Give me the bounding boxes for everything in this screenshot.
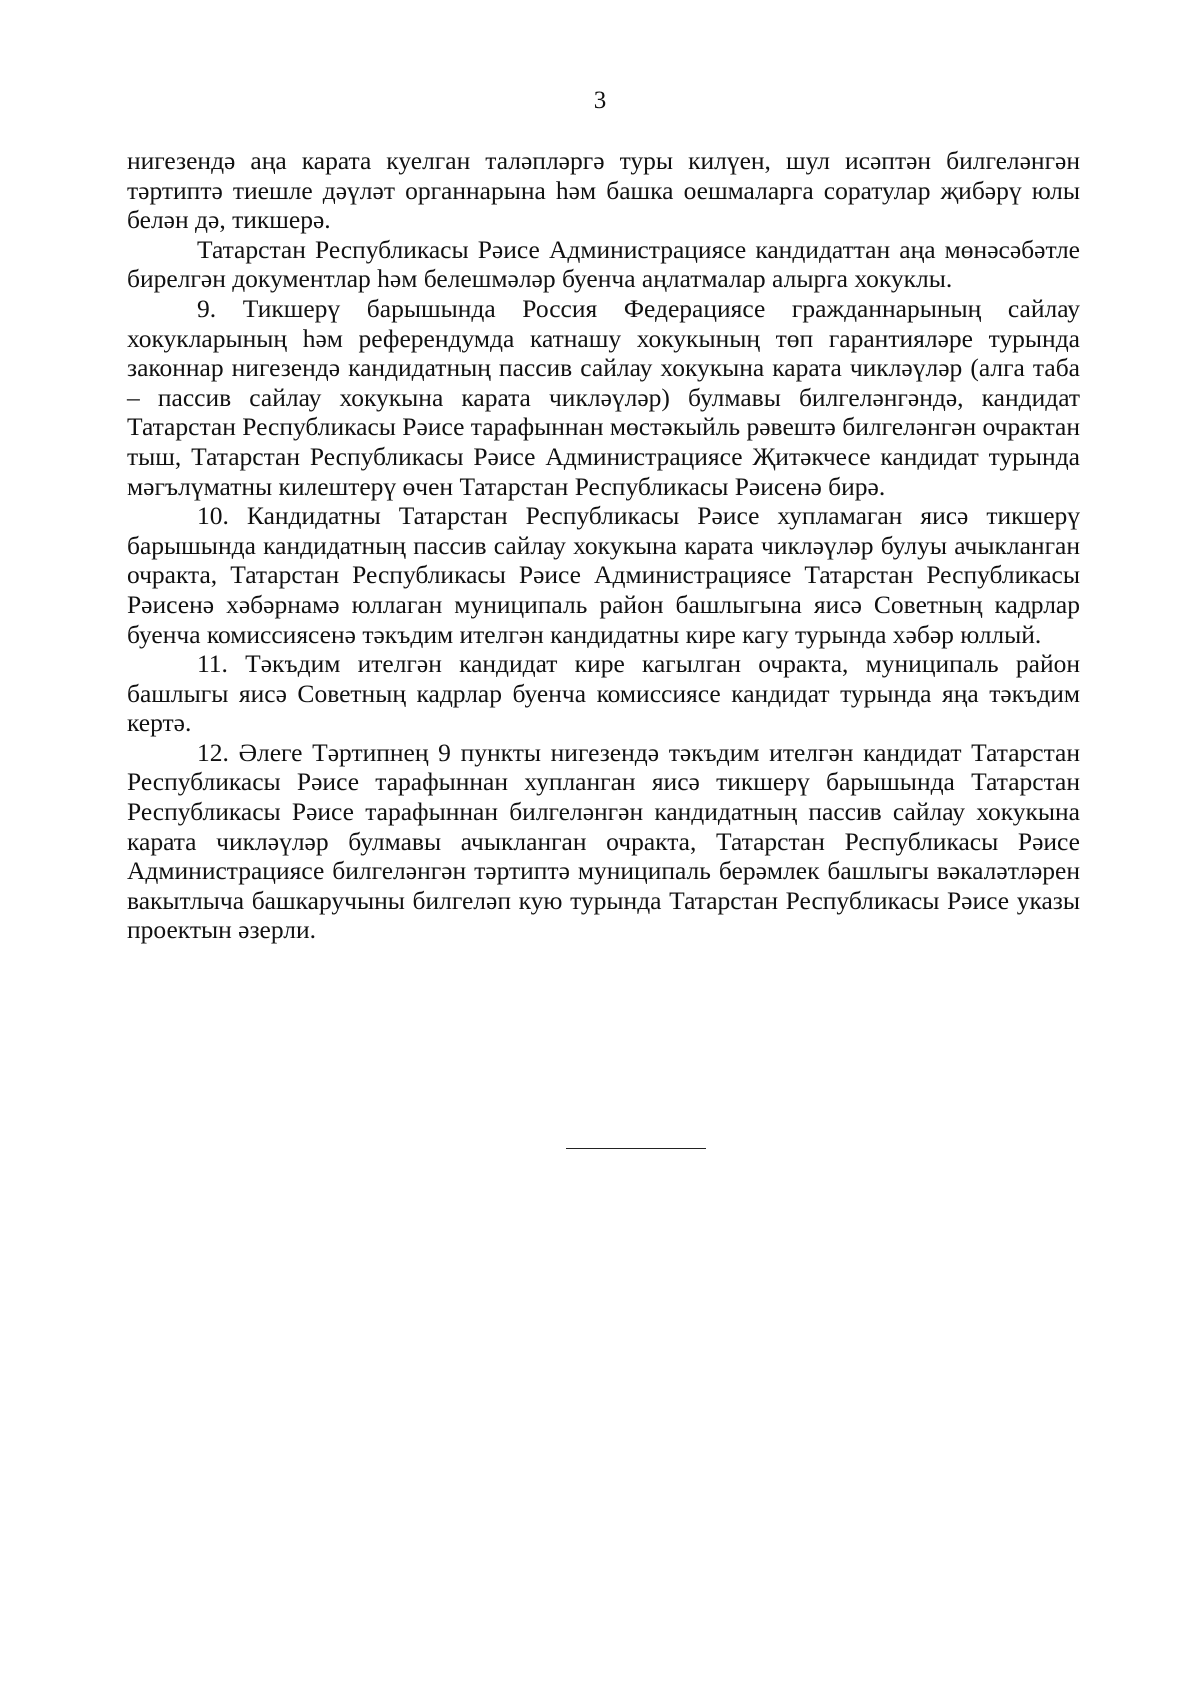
paragraph-item-11 [127, 649, 1080, 738]
page-number: 3 [593, 87, 607, 114]
paragraph-text: Татарстан Республикасы Рәисе Администрациясе кандидаттан аңа мөнәсәбәтле бирелгән документлар һәм белешмәләр буенча аңлатмалар алырга хокуклы. [127, 234, 1080, 294]
paragraph-number: 12. [197, 737, 229, 767]
paragraph-number: 9. [197, 293, 217, 323]
document-body [127, 146, 1080, 945]
paragraph-text: Әлеге Тәртипнең 9 пункты нигезендә тәкъдим ителгән кандидат Татарстан Республикасы Рәисе тарафыннан хупланган яисә тикшерү барышында Татарстан Республикасы Рәисе тарафыннан билгеләнгән кандидатның пассив сайлау хокукына карата чикләүләр булмавы ачыкланган очракта, Татарстан Республикасы Рәисе Администрациясе билгеләнгән тәртиптә муниципаль берәмлек башлыгы вәкаләтләрен вакытлыча башкаручыны билгеләп кую турында Татарстан Республикасы Рәисе указы проектын әзерли. [127, 737, 1081, 945]
paragraph-item-12 [127, 738, 1080, 945]
paragraph-item-10 [127, 501, 1080, 649]
paragraph-administration-rights [127, 235, 1080, 294]
paragraph-number: 10. [197, 501, 229, 531]
end-of-document-rule [566, 1148, 706, 1149]
paragraph-continuation [127, 146, 1080, 235]
paragraph-item-9 [127, 294, 1080, 501]
paragraph-text: Тәкъдим ителгән кандидат кире кагылган очракта, муниципаль район башлыгы яисә Советның кадрлар буенча комиссиясе кандидат турында яңа тәкъдим кертә. [127, 649, 1080, 738]
paragraph-text: нигезендә аңа карата куелган таләпләргә туры килүен, шул исәптән билгеләнгән тәртиптә тиешле дәүләт органнарына һәм башка оешмаларга соратулар җибәрү юлы белән дә, тикшерә. [127, 146, 1080, 235]
paragraph-number: 11. [197, 649, 228, 679]
paragraph-text: Кандидатны Татарстан Республикасы Рәисе хупламаган яисә тикшерү барышында кандидатның пассив сайлау хокукына карата чикләүләр булуы ачыкланган очракта, Татарстан Республикасы Рәисе Администрациясе Татарстан Республикасы Рәисенә хәбәрнамә юллаган муниципаль район башлыгына яисә Советның кадрлар буенча комиссиясенә тәкъдим ителгән кандидатны кире кагу турында хәбәр юллый. [127, 501, 1081, 649]
paragraph-text: Тикшерү барышында Россия Федерациясе гражданнарының сайлау хокукларының һәм референдумда катнашу хокукының төп гарантияләре турында законнар нигезендә кандидатның пассив сайлау хокукына карата чикләүләр (алга таба – пассив сайлау хокукына карата чикләүләр) булмавы билгеләнгәндә, кандидат Татарстан Республикасы Рәисе тарафыннан мөстәкыйль рәвештә билгеләнгән очрактан тыш, Татарстан Республикасы Рәисе Администрациясе Җитәкчесе кандидат турында мәгълүматны килештерү өчен Татарстан Республикасы Рәисенә бирә. [127, 293, 1080, 501]
